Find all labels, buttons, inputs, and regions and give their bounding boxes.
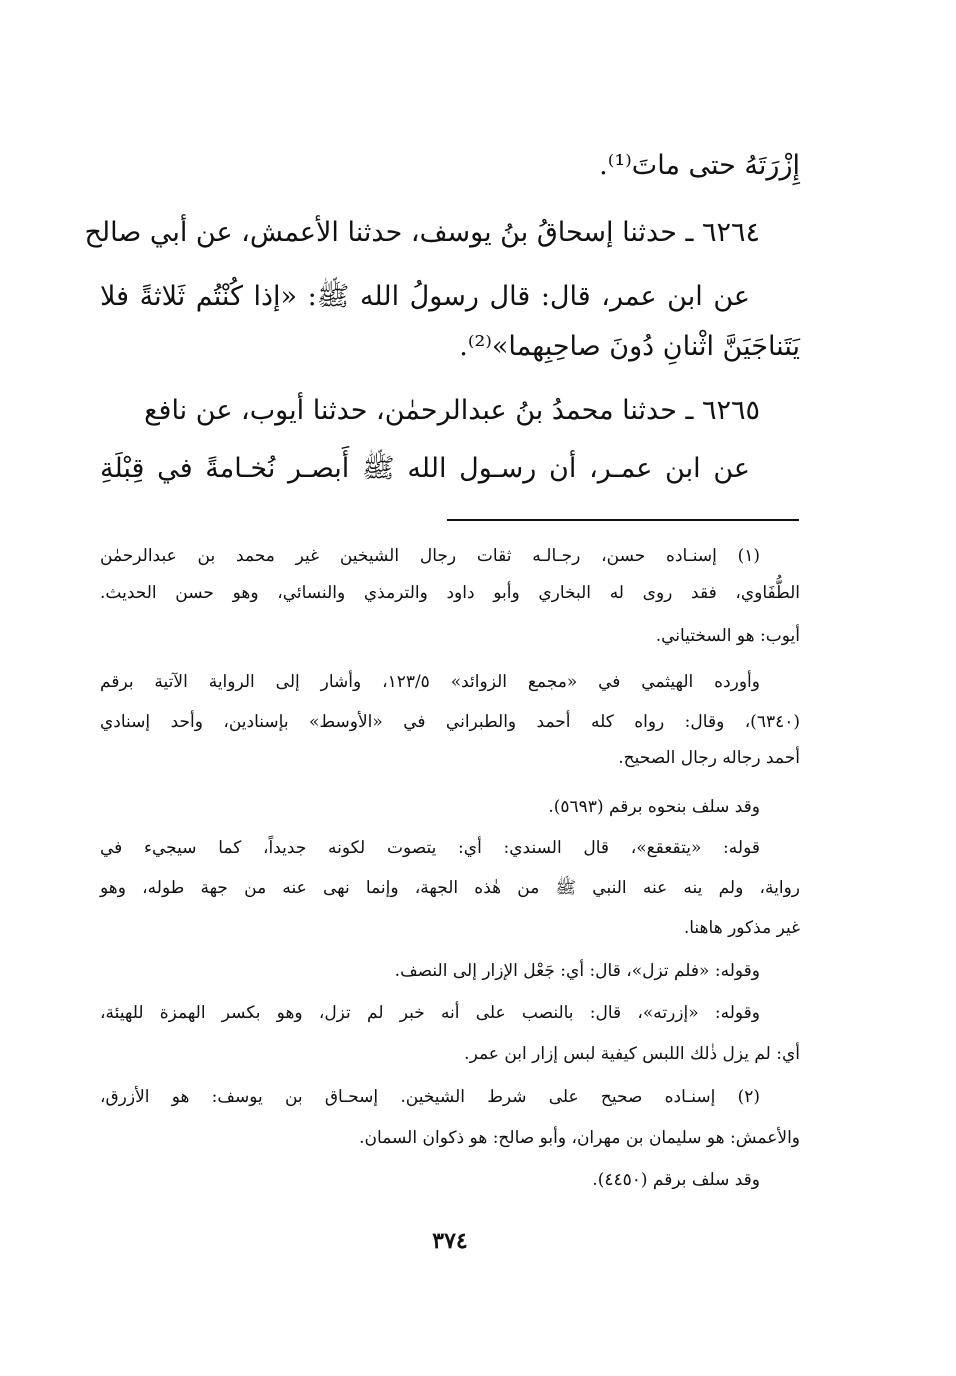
- footnote-line-10: غير مذكور هاهنا.: [683, 918, 800, 938]
- main-text-line-5: ٦٢٦٥ ـ حدثنا محمدُ بنُ عبدالرحمٰن، حدثنا أيوب، عن نافع: [144, 395, 760, 426]
- main-text-line-2: ٦٢٦٤ ـ حدثنا إسحاقُ بنُ يوسف، حدثنا الأعمش، عن أبي صالح: [84, 217, 760, 248]
- footnote-line-12: وقوله: «إزرته»، قال: بالنصب على أنه خبر لم تزل، وهو بكسر الهمزة للهيئة،: [100, 1003, 760, 1023]
- footnote-line-4: وأورده الهيثمي في «مجمع الزوائد» ١٢٣/٥، وأشار إلى الرواية الآتية برقم: [100, 672, 760, 692]
- page-number: ٣٧٤: [432, 1228, 468, 1254]
- main-text-line-6: عن ابن عمـر، أن رسـول الله ﷺ أَبصـر نُخـامةً في قِبْلَةِ: [100, 453, 750, 484]
- footnote-line-14: (٢) إسنـاده صحيح على شرط الشيخين. إسحـاق بن يوسف: هو الأزرق،: [100, 1087, 760, 1107]
- main-text-line-4: يَتَناجَيَنَّ اثْنانِ دُونَ صاحِبِهما»⁽²⁾.: [459, 331, 800, 362]
- footnote-line-13: أي: لم يزل ذٰلك اللبس كيفية لبس إزار ابن عمر.: [464, 1044, 800, 1064]
- footnote-line-6: أحمد رجاله رجال الصحيح.: [618, 748, 800, 768]
- footnote-line-1: (١) إسنـاده حسن، رجـالـه ثقات رجال الشيخين غير محمد بن عبدالرحمٰن: [100, 546, 760, 566]
- footnote-line-2: الطُّفَاوي، فقد روى له البخاري وأبو داود والترمذي والنسائي، وهو حسن الحديث.: [100, 583, 800, 603]
- main-text-line-1: إِزْرَتَهُ حتى ماتَ⁽¹⁾.: [599, 150, 800, 181]
- footnote-line-5: (٦٣٤٠)، وقال: رواه كله أحمد والطبراني في «الأوسط» بإسنادين، وأحد إسنادي: [100, 712, 800, 732]
- footnote-line-16: وقد سلف برقم (٤٤٥٠).: [592, 1170, 760, 1190]
- main-text-line-3: عن ابن عمر، قال: قال رسولُ الله ﷺ: «إذا كُنْتُم ثَلاثةً فلا: [100, 281, 750, 312]
- footnote-line-11: وقوله: «فلم تزل»، قال: أي: جَعْل الإزار إلى النصف.: [394, 961, 760, 981]
- footnote-separator: [447, 519, 799, 521]
- footnote-line-3: أيوب: هو السختياني.: [655, 626, 800, 646]
- footnote-line-8: قوله: «يتقعقع»، قال السندي: أي: يتصوت لكونه جديداً، كما سيجيء في: [100, 838, 760, 858]
- footnote-line-15: والأعمش: هو سليمان بن مهران، وأبو صالح: هو ذكوان السمان.: [359, 1128, 800, 1148]
- footnote-line-7: وقد سلف بنحوه برقم (٥٦٩٣).: [548, 797, 760, 817]
- footnote-line-9: رواية، ولم ينه عنه النبي ﷺ من هٰذه الجهة، وإنما نهى عنه من جهة طوله، وهو: [100, 878, 800, 898]
